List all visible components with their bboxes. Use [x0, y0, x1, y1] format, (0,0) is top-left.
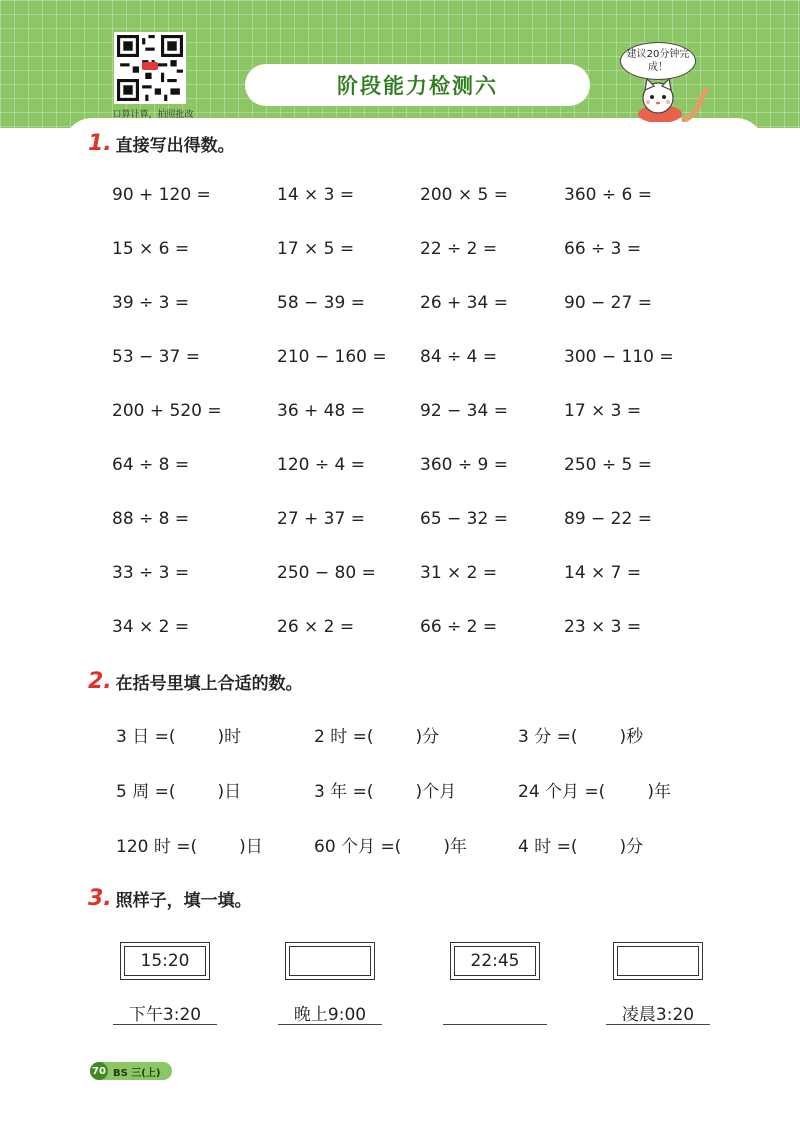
equation-item: 210 − 160 =	[277, 347, 387, 367]
equation-item: 64 ÷ 8 =	[112, 455, 190, 475]
time-box-4-value[interactable]	[617, 946, 699, 976]
conversion-prefix: 24 个月 =(	[518, 782, 606, 802]
conversion-prefix: 4 时 =(	[518, 837, 578, 857]
conversion-unit: )年	[443, 837, 467, 857]
equation-item: 360 ÷ 6 =	[564, 185, 652, 205]
equation-item: 360 ÷ 9 =	[420, 455, 508, 475]
conversion-prefix: 120 时 =(	[116, 837, 198, 857]
time-box-1	[120, 942, 210, 980]
equation-item: 90 − 27 =	[564, 293, 652, 313]
qr-caption: 口算计算，拍照批改	[112, 110, 194, 120]
book-label: BS 三(上)	[113, 1067, 161, 1079]
conversion-prefix: 3 日 =(	[116, 727, 176, 747]
conversion-item	[314, 777, 456, 802]
equation-item: 33 ÷ 3 =	[112, 563, 190, 583]
conversion-item	[518, 777, 671, 802]
equation-item: 90 + 120 =	[112, 185, 211, 205]
section-1-heading	[88, 130, 235, 156]
equation-item: 89 − 22 =	[564, 509, 652, 529]
page-title: 阶段能力检测六	[245, 64, 590, 106]
equation-item: 26 + 34 =	[420, 293, 508, 313]
conversion-prefix: 3 年 =(	[314, 782, 374, 802]
equation-item: 14 × 3 =	[277, 185, 355, 205]
time-label-4: 凌晨3:20	[606, 1000, 710, 1025]
equation-item: 250 − 80 =	[277, 563, 376, 583]
conversion-item	[116, 722, 241, 747]
conversion-unit: )日	[239, 837, 263, 857]
time-box-3-value: 22:45	[454, 946, 536, 976]
conversion-item	[116, 777, 241, 802]
qr-code[interactable]	[114, 32, 186, 104]
equation-item: 84 ÷ 4 =	[420, 347, 498, 367]
time-box-4[interactable]	[613, 942, 703, 980]
equation-item: 34 × 2 =	[112, 617, 190, 637]
section-2-title: 在括号里填上合适的数。	[115, 673, 303, 694]
time-box-2[interactable]	[285, 942, 375, 980]
equation-item: 23 × 3 =	[564, 617, 642, 637]
equation-item: 66 ÷ 2 =	[420, 617, 498, 637]
cat-mascot-icon	[632, 76, 710, 122]
time-box-1-value: 15:20	[124, 946, 206, 976]
section-3-heading	[88, 885, 252, 911]
page-footer	[90, 1062, 172, 1080]
conversion-unit: )日	[217, 782, 242, 802]
equation-item: 31 × 2 =	[420, 563, 498, 583]
conversion-prefix: 2 时 =(	[314, 727, 374, 747]
conversion-unit: )个月	[415, 782, 457, 802]
equation-item: 92 − 34 =	[420, 401, 508, 421]
time-box-3	[450, 942, 540, 980]
section-2-heading	[88, 668, 303, 694]
equation-item: 17 × 3 =	[564, 401, 642, 421]
qr-badge	[142, 62, 158, 70]
conversion-unit: )分	[619, 837, 644, 857]
equation-item: 200 + 520 =	[112, 401, 222, 421]
time-hint-bubble: 建议20分钟完成！	[620, 42, 696, 80]
equation-item: 53 − 37 =	[112, 347, 200, 367]
equation-item: 27 + 37 =	[277, 509, 365, 529]
section-3-title: 照样子，填一填。	[115, 890, 252, 911]
time-label-1: 下午3:20	[113, 1000, 217, 1025]
conversion-item	[116, 832, 263, 857]
equation-item: 88 ÷ 8 =	[112, 509, 190, 529]
equation-item: 66 ÷ 3 =	[564, 239, 642, 259]
conversion-item	[518, 722, 643, 747]
time-label-2: 晚上9:00	[278, 1000, 382, 1025]
section-3-number: 3.	[88, 885, 112, 911]
time-label-3[interactable]	[443, 1000, 547, 1025]
equation-item: 120 ÷ 4 =	[277, 455, 365, 475]
equation-item: 36 + 48 =	[277, 401, 365, 421]
equation-item: 39 ÷ 3 =	[112, 293, 190, 313]
equation-item: 22 ÷ 2 =	[420, 239, 498, 259]
section-1-number: 1.	[88, 130, 112, 156]
equation-item: 250 ÷ 5 =	[564, 455, 652, 475]
conversion-unit: )分	[415, 727, 440, 747]
equation-item: 300 − 110 =	[564, 347, 674, 367]
conversion-item	[314, 722, 439, 747]
equation-item: 200 × 5 =	[420, 185, 508, 205]
conversion-prefix: 60 个月 =(	[314, 837, 402, 857]
page-number: 70	[90, 1062, 108, 1080]
equation-item: 65 − 32 =	[420, 509, 508, 529]
conversion-prefix: 3 分 =(	[518, 727, 578, 747]
conversion-item	[314, 832, 467, 857]
equation-item: 58 − 39 =	[277, 293, 365, 313]
section-2-number: 2.	[88, 668, 112, 694]
conversion-unit: )秒	[619, 727, 644, 747]
conversion-item	[518, 832, 643, 857]
equation-item: 26 × 2 =	[277, 617, 355, 637]
time-box-2-value[interactable]	[289, 946, 371, 976]
section-1-title: 直接写出得数。	[115, 135, 235, 156]
conversion-unit: )年	[647, 782, 671, 802]
conversion-unit: )时	[217, 727, 242, 747]
equation-item: 17 × 5 =	[277, 239, 355, 259]
equation-item: 15 × 6 =	[112, 239, 190, 259]
equation-item: 14 × 7 =	[564, 563, 642, 583]
conversion-prefix: 5 周 =(	[116, 782, 176, 802]
